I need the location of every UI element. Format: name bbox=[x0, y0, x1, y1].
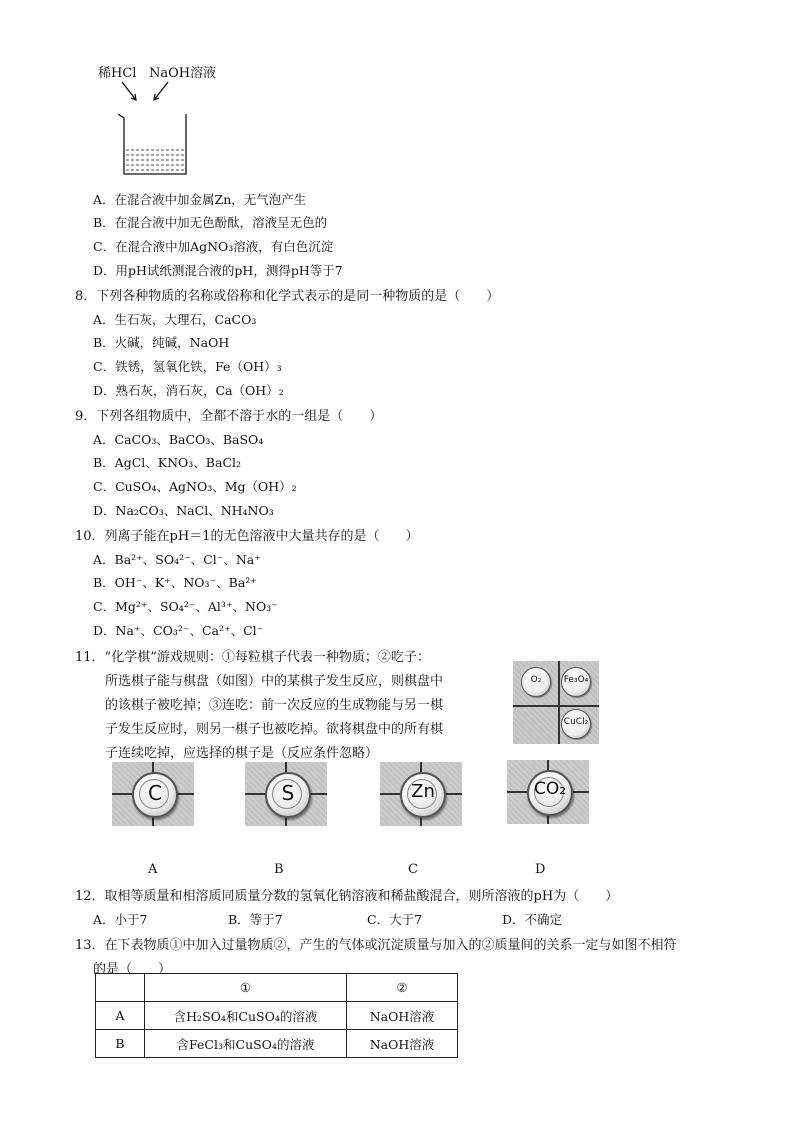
beaker-liquid bbox=[126, 150, 184, 170]
q7-option-c: C．在混合液中加AgNO₃溶液，有白色沉淀 bbox=[93, 239, 334, 254]
label-dilute-hcl: 稀HCl bbox=[98, 66, 137, 81]
choice-letter-a: A bbox=[148, 862, 158, 877]
table-cell: NaOH溶液 bbox=[347, 1002, 458, 1030]
table-row bbox=[96, 1002, 458, 1030]
arrow-naoh-line bbox=[154, 82, 168, 100]
q13-table bbox=[95, 973, 458, 1058]
table-header-cell: ② bbox=[347, 974, 458, 1002]
choice-piece-c: C bbox=[112, 762, 194, 826]
q12-option-c: C．大于7 bbox=[367, 912, 423, 927]
q9-option-c: C．CuSO₄、AgNO₃、Mg（OH）₂ bbox=[93, 479, 297, 494]
q8-option-c: C．铁锈，氢氧化铁，Fe（OH）₃ bbox=[93, 359, 282, 374]
q11-line-3: 的该棋子被吃掉；③连吃：前一次反应的生成物能与另一棋 bbox=[105, 698, 444, 713]
choice-piece-co2: CO₂ bbox=[507, 760, 589, 824]
q8-option-d: D．熟石灰，消石灰，Ca（OH）₂ bbox=[93, 383, 284, 398]
q8-option-b: B．火碱，纯碱，NaOH bbox=[93, 335, 230, 350]
q10-option-b: B．OH⁻、K⁺、NO₃⁻、Ba²⁺ bbox=[93, 575, 257, 590]
q7-option-d: D．用pH试纸测混合液的pH，测得pH等于7 bbox=[93, 263, 343, 278]
board-piece-fe3o4: Fe₃O₄ bbox=[561, 667, 591, 697]
q8-stem: 8．下列各种物质的名称或俗称和化学式表示的是同一种物质的是（ ） bbox=[75, 289, 500, 304]
q9-option-d: D．Na₂CO₃、NaCl、NH₄NO₃ bbox=[93, 503, 274, 518]
table-cell: A bbox=[96, 1002, 145, 1030]
q12-option-a: A．小于7 bbox=[93, 912, 148, 927]
table-cell: 含FeCl₃和CuSO₄的溶液 bbox=[145, 1030, 347, 1058]
choice-letter-b: B bbox=[274, 862, 284, 877]
q12-option-d: D．不确定 bbox=[502, 912, 563, 927]
q9-option-a: A．CaCO₃、BaCO₃、BaSO₄ bbox=[93, 432, 264, 447]
table-row bbox=[96, 1030, 458, 1058]
q13-stem-line-1: 13．在下表物质①中加入过量物质②，产生的气体或沉淀质量与加入的②质量间的关系一定与如图不相符 bbox=[75, 938, 677, 953]
q7-option-b: B．在混合液中加无色酚酞，溶液呈无色的 bbox=[93, 215, 328, 230]
table-cell: NaOH溶液 bbox=[347, 1030, 458, 1058]
table-cell: 含H₂SO₄和CuSO₄的溶液 bbox=[145, 1002, 347, 1030]
table-cell: B bbox=[96, 1030, 145, 1058]
board-piece-o2: O₂ bbox=[521, 667, 551, 697]
label-naoh-solution: NaOH溶液 bbox=[149, 66, 217, 81]
q11-line-5: 子连续吃掉，应选择的棋子是（反应条件忽略） bbox=[105, 746, 379, 761]
q11-line-4: 子发生反应时，则另一棋子也被吃掉。欲将棋盘中的所有棋 bbox=[105, 722, 444, 737]
choice-letter-d: D bbox=[535, 862, 546, 877]
choice-piece-s: S bbox=[245, 762, 327, 826]
q9-stem: 9．下列各组物质中，全都不溶于水的一组是（ ） bbox=[75, 409, 383, 424]
q9-option-b: B．AgCl、KNO₃、BaCl₂ bbox=[93, 455, 242, 470]
q12-stem: 12．取相等质量和相溶质同质量分数的氢氧化钠溶液和稀盐酸混合，则所溶液的pH为（ ） bbox=[75, 889, 619, 904]
q8-option-a: A．生石灰，大理石，CaCO₃ bbox=[93, 312, 257, 327]
table-header-cell: ① bbox=[145, 974, 347, 1002]
board-piece-cucl2: CuCl₂ bbox=[561, 709, 591, 739]
q10-stem: 10．列离子能在pH＝1的无色溶液中大量共存的是（ ） bbox=[75, 529, 419, 544]
q11-line-2: 所选棋子能与棋盘（如图）中的某棋子发生反应，则棋盘中 bbox=[105, 674, 444, 689]
q13-stem-line-2: 的是（ ） bbox=[93, 962, 172, 977]
beaker-diagram bbox=[110, 78, 200, 178]
chess-board-figure bbox=[513, 661, 599, 744]
table-header-cell bbox=[96, 974, 145, 1002]
q10-option-a: A．Ba²⁺、SO₄²⁻、Cl⁻、Na⁺ bbox=[93, 552, 261, 567]
table-header-row bbox=[96, 974, 458, 1002]
q7-option-a: A．在混合液中加金属Zn，无气泡产生 bbox=[93, 192, 307, 207]
q11-line-1: 11．“化学棋”游戏规则：①每粒棋子代表一种物质；②吃子： bbox=[75, 650, 430, 665]
q10-option-d: D．Na⁺、CO₃²⁻、Ca²⁺、Cl⁻ bbox=[93, 623, 264, 638]
q12-option-b: B．等于7 bbox=[228, 912, 283, 927]
choice-piece-zn: Zn bbox=[380, 762, 462, 826]
arrow-hcl-line bbox=[122, 82, 136, 100]
q10-option-c: C．Mg²⁺、SO₄²⁻、Al³⁺、NO₃⁻ bbox=[93, 599, 278, 614]
choice-letter-c: C bbox=[408, 862, 418, 877]
